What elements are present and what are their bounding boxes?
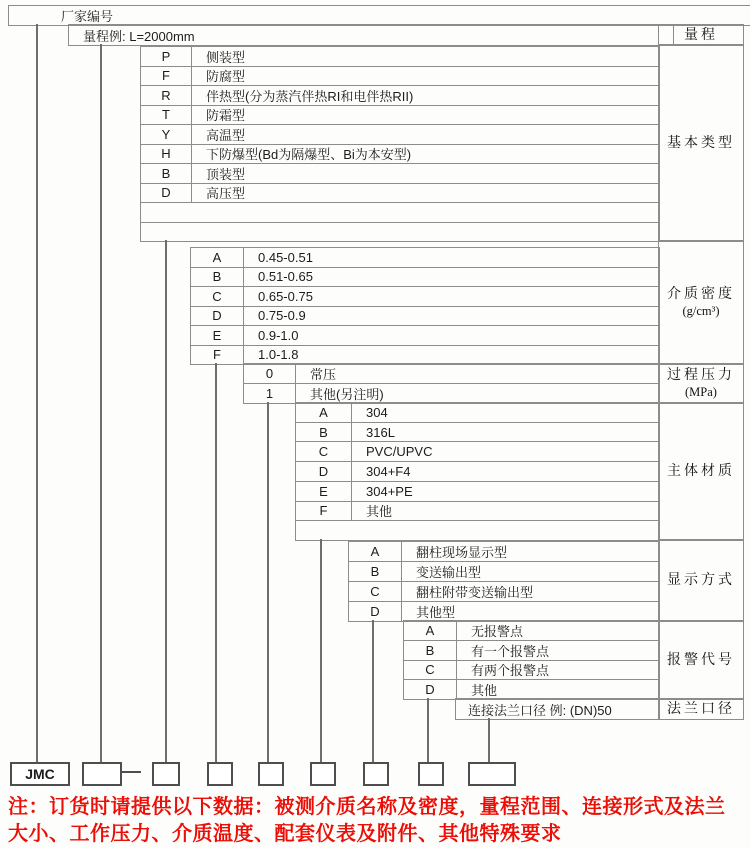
desc-cell: 变送输出型 [416,565,482,580]
code-cell: A [191,248,244,267]
table-row [404,680,659,699]
desc-cell: 304 [366,404,388,420]
desc-cell: 连接法兰口径 例: (DN)50 [468,702,612,718]
section-label-unit: (MPa) [685,384,717,399]
section-label-text: 基本类型 [667,135,735,151]
code-cell: D [141,184,192,203]
code-cell: A [296,403,352,422]
code-cell: E [296,482,352,501]
desc-cell: 0.65-0.75 [258,288,313,304]
desc-cell: 0.45-0.51 [258,249,313,265]
desc-cell: 其他(另注明) [310,387,384,402]
model-dash [122,771,141,773]
desc-cell: PVC/UPVC [366,444,433,460]
connector-alarm [427,698,429,762]
code-cell: D [349,602,402,621]
order-note-line1: 注：订货时请提供以下数据：被测介质名称及密度，量程范围、连接形式及法兰 [8,796,726,818]
empty-cell [141,203,659,222]
code-cell: C [191,287,244,306]
connector-density [215,363,217,762]
table-row [141,164,659,184]
table-row [191,326,659,346]
code-cell: B [141,164,192,183]
desc-cell: 高温型 [206,127,246,143]
section-label-body-material [658,402,744,541]
code-cell: P [141,47,192,66]
section-label-display-mode [658,539,744,622]
desc-cell: 下防爆型(Bd为隔爆型、Bi为本安型) [206,147,412,163]
desc-cell: 1.0-1.8 [258,347,299,363]
section-label-text: 报警代号 [667,652,735,668]
desc-cell: 304+PE [366,483,413,499]
code-cell: D [191,307,244,326]
table-row [141,125,659,145]
desc-cell: 常压 [310,367,337,382]
table-row [349,542,659,562]
table-row [349,562,659,582]
model-prefix-box [10,762,70,786]
desc-cell: 伴热型(分为蒸汽伴热RI和电伴热RII) [206,88,414,104]
table-row [349,602,659,621]
section-label-basic-type [658,44,744,242]
code-cell: 0 [244,364,296,383]
section-label-text: 过程压力 [667,367,735,383]
code-cell: B [296,423,352,442]
desc-cell: 316L [366,424,395,440]
range-example-text: 量程例: L=2000mm [83,28,195,44]
table-row [141,184,659,204]
code-box-basic-type [152,762,180,786]
desc-cell: 防腐型 [206,69,246,85]
table-row [404,661,659,681]
order-note-line2: 大小、工作压力、介质温度、配套仪表及附件、其他特殊要求 [8,823,562,845]
section-label-text: 显示方式 [667,573,735,588]
desc-cell: 0.51-0.65 [258,269,313,285]
manufacturer-number-label: 厂家编号 [61,9,114,24]
code-cell: Y [141,125,192,144]
code-cell: T [141,106,192,125]
table-row [404,641,659,661]
connector-flange [488,718,490,762]
table-row [349,582,659,602]
model-prefix-text: JMC [25,766,55,782]
code-cell: B [191,268,244,287]
table-row [244,384,659,403]
section-label-text: 主体材质 [667,464,735,479]
table-row [191,346,659,365]
table-row [296,462,659,482]
section-label-medium-density [658,240,744,365]
code-cell: C [349,582,402,601]
connector-range [100,44,102,762]
table-row [456,699,659,719]
table-row [141,203,659,223]
table-row [296,502,659,522]
connector-basic-type [165,240,167,762]
table-row [296,403,659,423]
section-label-flange-size [658,698,744,720]
code-cell: A [404,621,457,640]
code-box-display [363,762,389,786]
section-label-unit: (g/cm³) [682,303,720,318]
range-example-row [68,24,674,46]
desc-cell: 防霜型 [206,108,246,124]
desc-cell: 0.75-0.9 [258,308,306,324]
empty-cell [296,521,659,540]
code-box-pressure [258,762,284,786]
connector-pressure [267,402,269,762]
section-label-alarm-code [658,620,744,700]
code-cell: F [191,346,244,365]
table-row [191,268,659,288]
code-cell: D [404,680,457,699]
code-cell: D [296,462,352,481]
table-row [404,621,659,641]
table-row [296,521,659,540]
section-label-text: 法兰口径 [667,701,735,717]
code-box-alarm [418,762,444,786]
desc-cell: 顶装型 [206,166,246,182]
table-row [141,86,659,106]
table-row [191,307,659,327]
table-row [296,442,659,462]
table-row [141,223,659,242]
desc-cell: 有两个报警点 [471,663,550,679]
connector-display [372,620,374,762]
code-cell: E [191,326,244,345]
table-row [296,423,659,443]
table-row [141,47,659,67]
connector-manufacturer [36,24,38,762]
desc-cell: 304+F4 [366,464,411,480]
order-note [8,794,748,848]
code-cell: F [296,502,352,521]
code-cell: B [404,641,457,660]
code-cell: C [296,442,352,461]
code-cell: C [404,661,457,680]
code-box-range [82,762,122,786]
manufacturer-number-row [8,5,750,26]
desc-cell: 翻柱附带变送输出型 [416,585,534,600]
code-box-flange [468,762,516,786]
table-row [141,106,659,126]
table-row [191,287,659,307]
section-label-text: 介质密度 [667,286,735,302]
section-table-display-mode [348,541,660,622]
section-table-alarm-code [403,620,660,700]
table-row [296,482,659,502]
section-label-range: 量程 [658,24,744,46]
code-box-density [207,762,233,786]
code-box-material [310,762,336,786]
table-row [244,364,659,384]
desc-cell: 无报警点 [471,623,524,639]
desc-cell: 其他型 [416,605,456,620]
code-cell: 1 [244,384,296,403]
table-row [141,67,659,87]
desc-cell: 高压型 [206,186,246,202]
desc-cell: 有一个报警点 [471,643,550,659]
desc-cell: 翻柱现场显示型 [416,545,508,560]
section-table-body-material [295,402,660,541]
code-cell: H [141,145,192,164]
section-label-process-pressure [658,363,744,404]
section-table-medium-density [190,247,660,365]
table-row [191,248,659,268]
desc-cell: 侧装型 [206,49,246,65]
table-row [141,145,659,165]
section-table-process-pressure [243,363,660,404]
connector-material [320,539,322,762]
code-cell: F [141,67,192,86]
code-cell: B [349,562,402,581]
section-table-flange-size [455,698,660,720]
desc-cell: 其他 [366,504,393,520]
desc-cell: 其他 [471,683,498,699]
empty-cell [141,223,659,242]
section-table-basic-type [140,46,660,242]
desc-cell: 0.9-1.0 [258,327,299,343]
code-cell: A [349,542,402,561]
code-cell: R [141,86,192,105]
